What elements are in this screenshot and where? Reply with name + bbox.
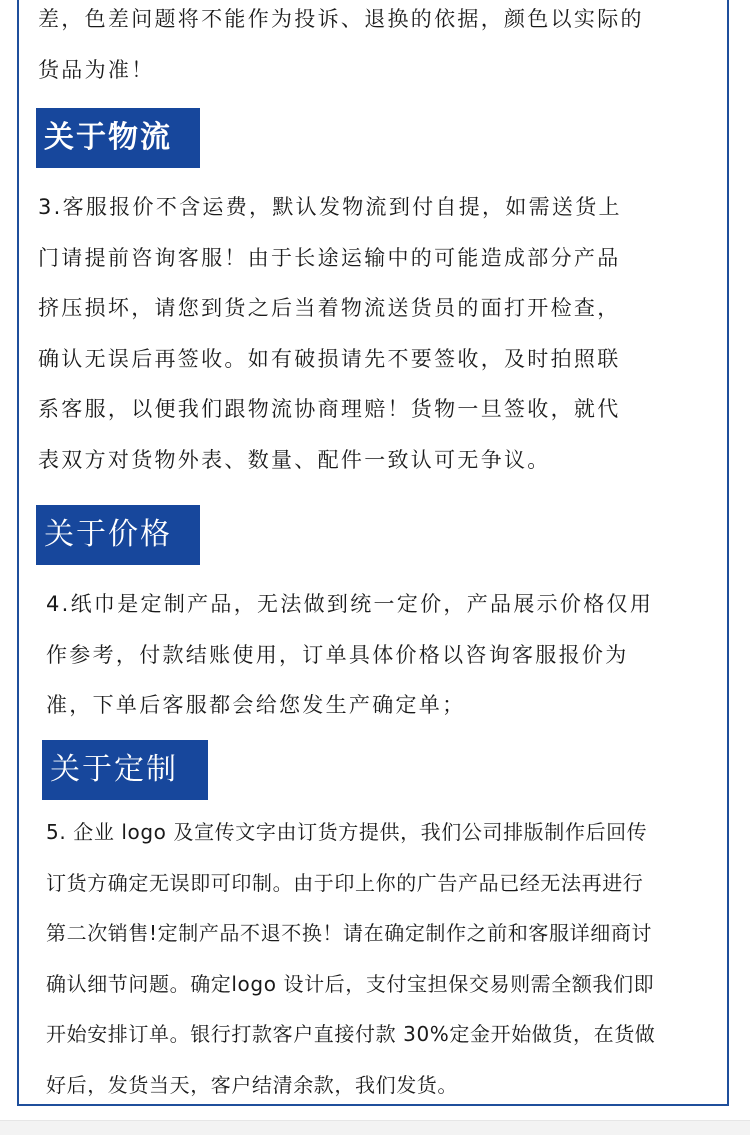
text-line: 确认无误后再签收。如有破损请先不要签收，及时拍照联 (38, 346, 621, 371)
text-line: 货品为准！ (38, 57, 155, 82)
text-line: 差，色差问题将不能作为投诉、退换的依据，颜色以实际的 (38, 7, 644, 31)
text-line: 作参考，付款结账使用，订单具体价格以咨询客服报价为 (46, 642, 629, 667)
bottom-strip (0, 1120, 750, 1135)
intro-paragraph (38, 0, 644, 95)
section-heading-price: 关于价格 (36, 505, 200, 565)
price-paragraph (46, 579, 653, 731)
text-line: 门请提前咨询客服！由于长途运输中的可能造成部分产品 (38, 245, 621, 270)
text-line: 表双方对货物外表、数量、配件一致认可无争议。 (38, 447, 551, 472)
section-heading-logistics: 关于物流 (36, 108, 200, 168)
text-line: 系客服，以便我们跟物流协商理赔！货物一旦签收，就代 (38, 397, 621, 422)
section-heading-custom: 关于定制 (42, 740, 208, 800)
custom-paragraph (46, 807, 655, 1111)
text-line: 4.纸巾是定制产品，无法做到统一定价，产品展示价格仅用 (46, 592, 654, 616)
text-line: 5. 企业 logo 及宣传文字由订货方提供，我们公司排版制作后回传 (46, 820, 648, 844)
text-line: 3.客服报价不含运费，默认发物流到付自提，如需送货上 (38, 195, 622, 219)
text-line: 挤压损坏，请您到货之后当着物流送货员的面打开检查， (38, 296, 621, 321)
text-line: 准，下单后客服都会给您发生产确定单； (46, 693, 466, 718)
text-line: 第二次销售!定制产品不退不换！请在确定制作之前和客服详细商讨 (46, 921, 653, 946)
text-line: 确认细节问题。确定logo 设计后，支付宝担保交易则需全额我们即 (46, 971, 655, 996)
text-line: 订货方确定无误即可印制。由于印上你的广告产品已经无法再进行 (46, 870, 644, 895)
text-line: 好后，发货当天，客户结清余款，我们发货。 (46, 1072, 458, 1097)
logistics-paragraph (38, 182, 622, 486)
text-line: 开始安排订单。银行打款客户直接付款 30%定金开始做货，在货做 (46, 1022, 656, 1047)
